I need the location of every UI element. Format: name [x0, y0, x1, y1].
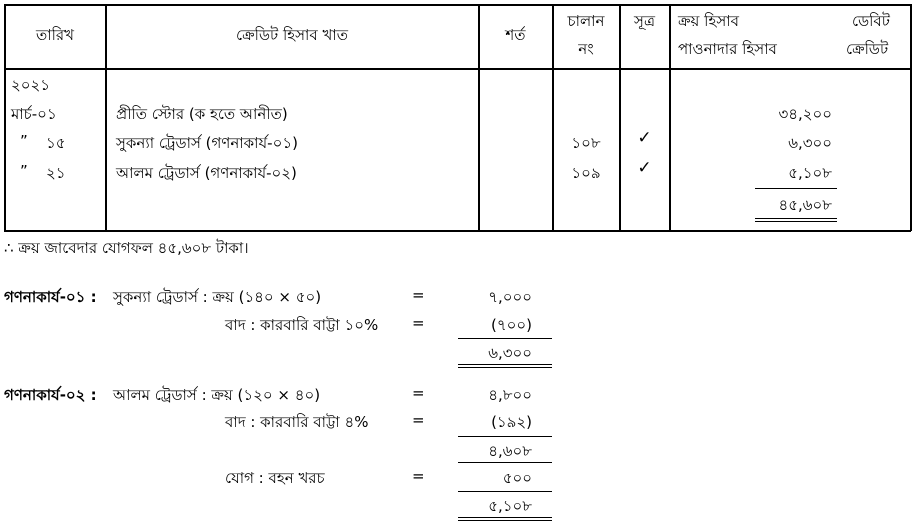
calc-2-subtotal: ৪,৬০৮: [488, 442, 532, 460]
calc-2-eq-3: =: [412, 467, 425, 485]
row-3-amount: ৫,১০৮: [788, 164, 832, 182]
calc-1-value-1: ৭,০০০: [488, 288, 532, 306]
row-1-amount: ৩৪,২০০: [778, 105, 832, 123]
calc-2-line-1: আলম ট্রেডার্স : ক্রয় (১২০ × ৪০): [113, 386, 321, 404]
row-3-date-day: ২১: [46, 164, 66, 182]
row-2-date-day: ১৫: [46, 134, 66, 152]
header-date: তারিখ: [36, 26, 74, 44]
calc-2-line-3: যোগ : বহন খরচ: [225, 469, 325, 487]
header-ref: সূত্র: [634, 12, 655, 30]
calc-2-eq-1: =: [412, 384, 425, 402]
calc-1-eq-2: =: [412, 314, 425, 332]
calc-1-label: গণনাকার্য-০১ :: [4, 288, 97, 306]
row-2-check-icon: ✓: [637, 128, 652, 148]
calc-2-value-1: ৪,৮০০: [488, 386, 532, 404]
row-3-invoice: ১০৯: [571, 164, 601, 182]
row-2-invoice: ১০৮: [571, 134, 601, 152]
calc-2-label: গণনাকার্য-০২ :: [4, 386, 97, 404]
row-2-date-mark: ”: [20, 132, 28, 150]
header-terms: শর্ত: [505, 26, 526, 44]
calc-2-value-2: (১৯২): [491, 413, 532, 431]
row-2-account: সুকন্যা ট্রেডার্স (গণনাকার্য-০১): [116, 134, 298, 152]
calc-1-line-2: বাদ : কারবারি বাট্টা ১০%: [225, 316, 379, 334]
header-credit-account: পাওনাদার হিসাব: [678, 40, 777, 58]
journal-total: ৪৫,৬০৮: [778, 196, 832, 214]
calc-1-line-1: সুকন্যা ট্রেডার্স : ক্রয় (১৪০ × ৫০): [113, 288, 322, 306]
row-1-date: মার্চ-০১: [11, 105, 57, 123]
row-3-check-icon: ✓: [637, 158, 652, 178]
row-1-account: প্রীতি স্টোর (ক হতে আনীত): [116, 105, 288, 123]
calc-2-value-3: ৫০০: [502, 469, 532, 487]
row-2-amount: ৬,৩০০: [788, 134, 832, 152]
calc-2-line-2: বাদ : কারবারি বাট্টা ৪%: [225, 413, 369, 431]
header-debit-account: ক্রয় হিসাব: [678, 12, 739, 30]
calc-2-result: ৫,১০৮: [488, 497, 532, 515]
calc-1-result: ৬,৩০০: [488, 344, 532, 362]
calc-1-eq-1: =: [412, 286, 425, 304]
calc-2-eq-2: =: [412, 411, 425, 429]
header-account: ক্রেডিট হিসাব খাত: [236, 26, 348, 44]
header-debit: ডেবিট: [852, 12, 890, 30]
header-credit: ক্রেডিট: [846, 40, 889, 58]
journal-year: ২০২১: [11, 76, 50, 94]
row-3-date-mark: ”: [20, 162, 28, 180]
calc-1-value-2: (৭০০): [491, 316, 532, 334]
header-invoice-no: নং: [578, 40, 594, 58]
header-invoice: চালান: [567, 12, 605, 30]
conclusion-text: ∴ ক্রয় জাবেদার যোগফল ৪৫,৬০৮ টাকা।: [4, 239, 249, 257]
row-3-account: আলম ট্রেডার্স (গণনাকার্য-০২): [116, 164, 297, 182]
